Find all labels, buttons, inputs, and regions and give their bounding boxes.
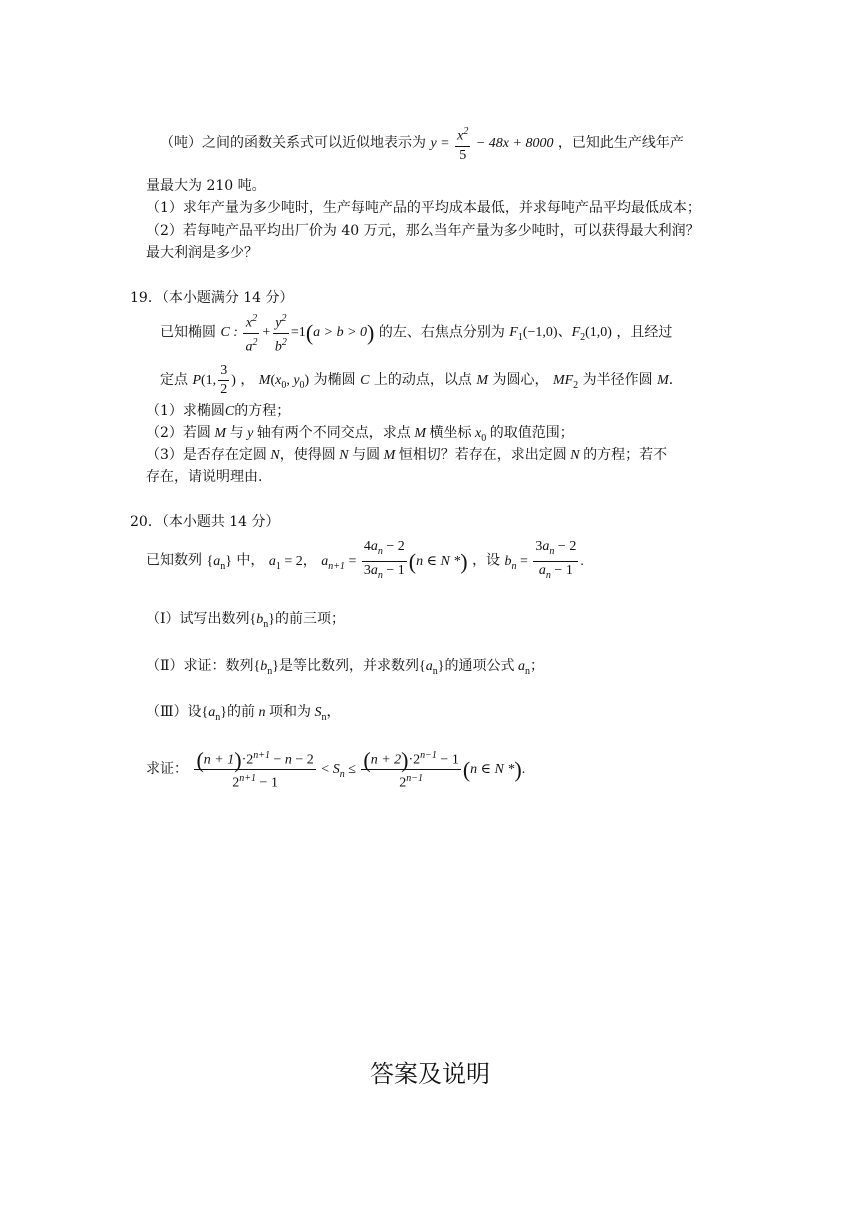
q18-part1: （1）求年产量为多少吨时，生产每吨产品的平均成本最低，并求每吨产品平均最低成本；	[146, 200, 701, 216]
q20-inequality: $\frac{(n + 1)\cdot 2^{n+1} - n - 2}{2^{n+1} - 1}$ < $S_n$ ≤ $\frac{(n + 2)\cdot 2^{n-1} - 1}{2^{n-1}}$ (n ∈ N *).	[196, 747, 526, 791]
q19-point-m: $M(x_0$, $y_0$)	[258, 373, 310, 391]
q20-seq-b: $\{b_n\}$	[249, 612, 275, 630]
q19-foci: $F_1(-1,0)$、$F_2(1,0)$	[509, 325, 612, 344]
q19-text: 横坐标	[429, 425, 472, 441]
q20-text: ，设	[472, 552, 501, 569]
q20-header: 20．（本小题共 14 分）	[130, 514, 280, 530]
q19-statement-1	[160, 310, 672, 360]
q19-var: C	[360, 373, 370, 388]
q20-text: （Ⅲ）设	[146, 704, 202, 720]
q20-text: 已知数列	[146, 552, 202, 569]
q19-text: 定点	[160, 372, 188, 388]
q19-text: 为圆心，	[492, 372, 549, 388]
q19-text: ，且经过	[616, 324, 673, 341]
q18-line1-pre: （吨）之间的函数关系式可以近似地表示为	[160, 135, 426, 151]
q19-text: 的方程；	[234, 403, 291, 419]
q20-an: $a_n$	[514, 659, 530, 677]
q18-part3: 最大利润是多少？	[146, 245, 258, 261]
q19-var: M	[380, 448, 399, 463]
q20-text: （Ⅱ）求证：数列	[146, 658, 254, 674]
q19-var: y	[243, 426, 257, 441]
q19-text: 为椭圆	[313, 372, 356, 388]
q19-var: $MF_2$	[552, 373, 579, 391]
q20-seq-b: $\{b_n\}$	[253, 659, 279, 677]
q20-bn-def: $b_n$ = $\frac{3a_n - 2}{a_n - 1}$ .	[505, 554, 584, 569]
q19-text: 的左、右焦点分别为	[378, 324, 505, 341]
q19-var: N	[566, 448, 584, 463]
q20-text: 求证：	[146, 761, 188, 777]
q20-seq-a: $\{a_n\}$	[201, 705, 227, 723]
q19-var: $x_0$	[471, 426, 487, 444]
q18-line1-post: ，已知此生产线年产	[557, 135, 684, 151]
q20-text: 是等比数列，并求数列	[278, 658, 419, 674]
q20-var-n: n	[254, 705, 269, 720]
q19-part3-cont: 存在，请说明理由.	[146, 469, 263, 485]
q19-text: 的取值范围；	[489, 425, 574, 441]
q19-text: 恒相切？若存在，求出定圆	[398, 447, 567, 463]
q19-text: 上的动点，以点	[373, 372, 472, 388]
q20-sn: $S_n$	[310, 705, 327, 723]
q19-text: 已知椭圆	[160, 324, 216, 341]
q19-var: N	[266, 448, 280, 463]
q19-statement-2: 定点 P(1, $\frac{3}{2}$ ) ， $M(x_0$, $y_0$) 为椭圆 C 上的动点，以点 M 为圆心， $MF_2$ 为半径作圆 M.	[160, 363, 674, 398]
q20-text: （Ⅰ）试写出数列	[146, 611, 250, 627]
q19-part1	[146, 401, 290, 422]
q20-seq-a: $\{a_n\}$	[418, 659, 445, 677]
q19-text: ，使得圆	[279, 447, 336, 463]
q20-text: 的通项公式	[444, 658, 515, 674]
q20-item1	[146, 609, 345, 635]
q20-proof	[146, 746, 525, 798]
q19-text: （3）是否存在定圆	[146, 447, 267, 463]
q18-line2: 量最大为 210 吨。	[146, 178, 266, 194]
q20-a1: $a_1 = 2$，	[268, 553, 317, 572]
q19-text: 为半径作圆	[582, 372, 653, 388]
q20-text: 项和为	[268, 704, 311, 720]
q20-statement	[146, 538, 584, 588]
q18-part2: （2）若每吨产品平均出厂价为 40 万元，那么当年产量为多少吨时，可以获得最大利润？	[146, 223, 700, 239]
q19-header: 19．（本小题满分 14 分）	[130, 290, 294, 306]
q19-text: ，	[240, 372, 255, 388]
q20-item2: （Ⅱ）求证：数列$\{b_n\}$是等比数列，并求数列$\{a_n\}$的通项公式 $a_n$；	[146, 658, 544, 677]
q19-text: 与	[229, 425, 244, 441]
q19-var: M	[410, 426, 430, 441]
q19-part3	[146, 445, 667, 466]
q19-point-p: P(1, $\frac{3}{2}$ )	[192, 363, 236, 398]
q19-var: N	[335, 448, 353, 463]
q20-text: 中，	[236, 552, 265, 569]
q19-text: 的方程；若不	[583, 447, 668, 463]
q19-var: M	[657, 373, 669, 388]
q19-text: （1）求椭圆	[146, 403, 225, 419]
q20-item3: （Ⅲ）设$\{a_n\}$的前 n 项和为 $S_n$，	[146, 704, 341, 723]
answer-title: 答案及说明	[370, 1060, 490, 1088]
q20-text: 的前	[226, 704, 255, 720]
q19-var: C	[224, 404, 235, 419]
q19-text: 与圆	[352, 447, 381, 463]
q19-var: M	[476, 373, 489, 388]
q19-text: 轴有两个不同交点，求点	[256, 425, 411, 441]
q19-var: M	[210, 426, 230, 441]
q20-recurrence: $a_{n+1}$ = $\frac{4a_n - 2}{3a_n - 1}$ (n ∈ N *)	[321, 554, 467, 569]
q19-ellipse-eq: C : $\frac{x^2}{a^2}$ + $\frac{y^2}{b^2}$ =1(a > b > 0)	[220, 313, 375, 355]
q20-seq-a: $\{a_n\}$	[206, 553, 232, 572]
q18-line1	[160, 118, 684, 169]
q20-text: 的前三项；	[275, 611, 345, 627]
q18-formula: y = $\frac{x^2}{5}$ − 48x + 8000	[430, 125, 554, 163]
q19-text: （2）若圆	[146, 425, 211, 441]
